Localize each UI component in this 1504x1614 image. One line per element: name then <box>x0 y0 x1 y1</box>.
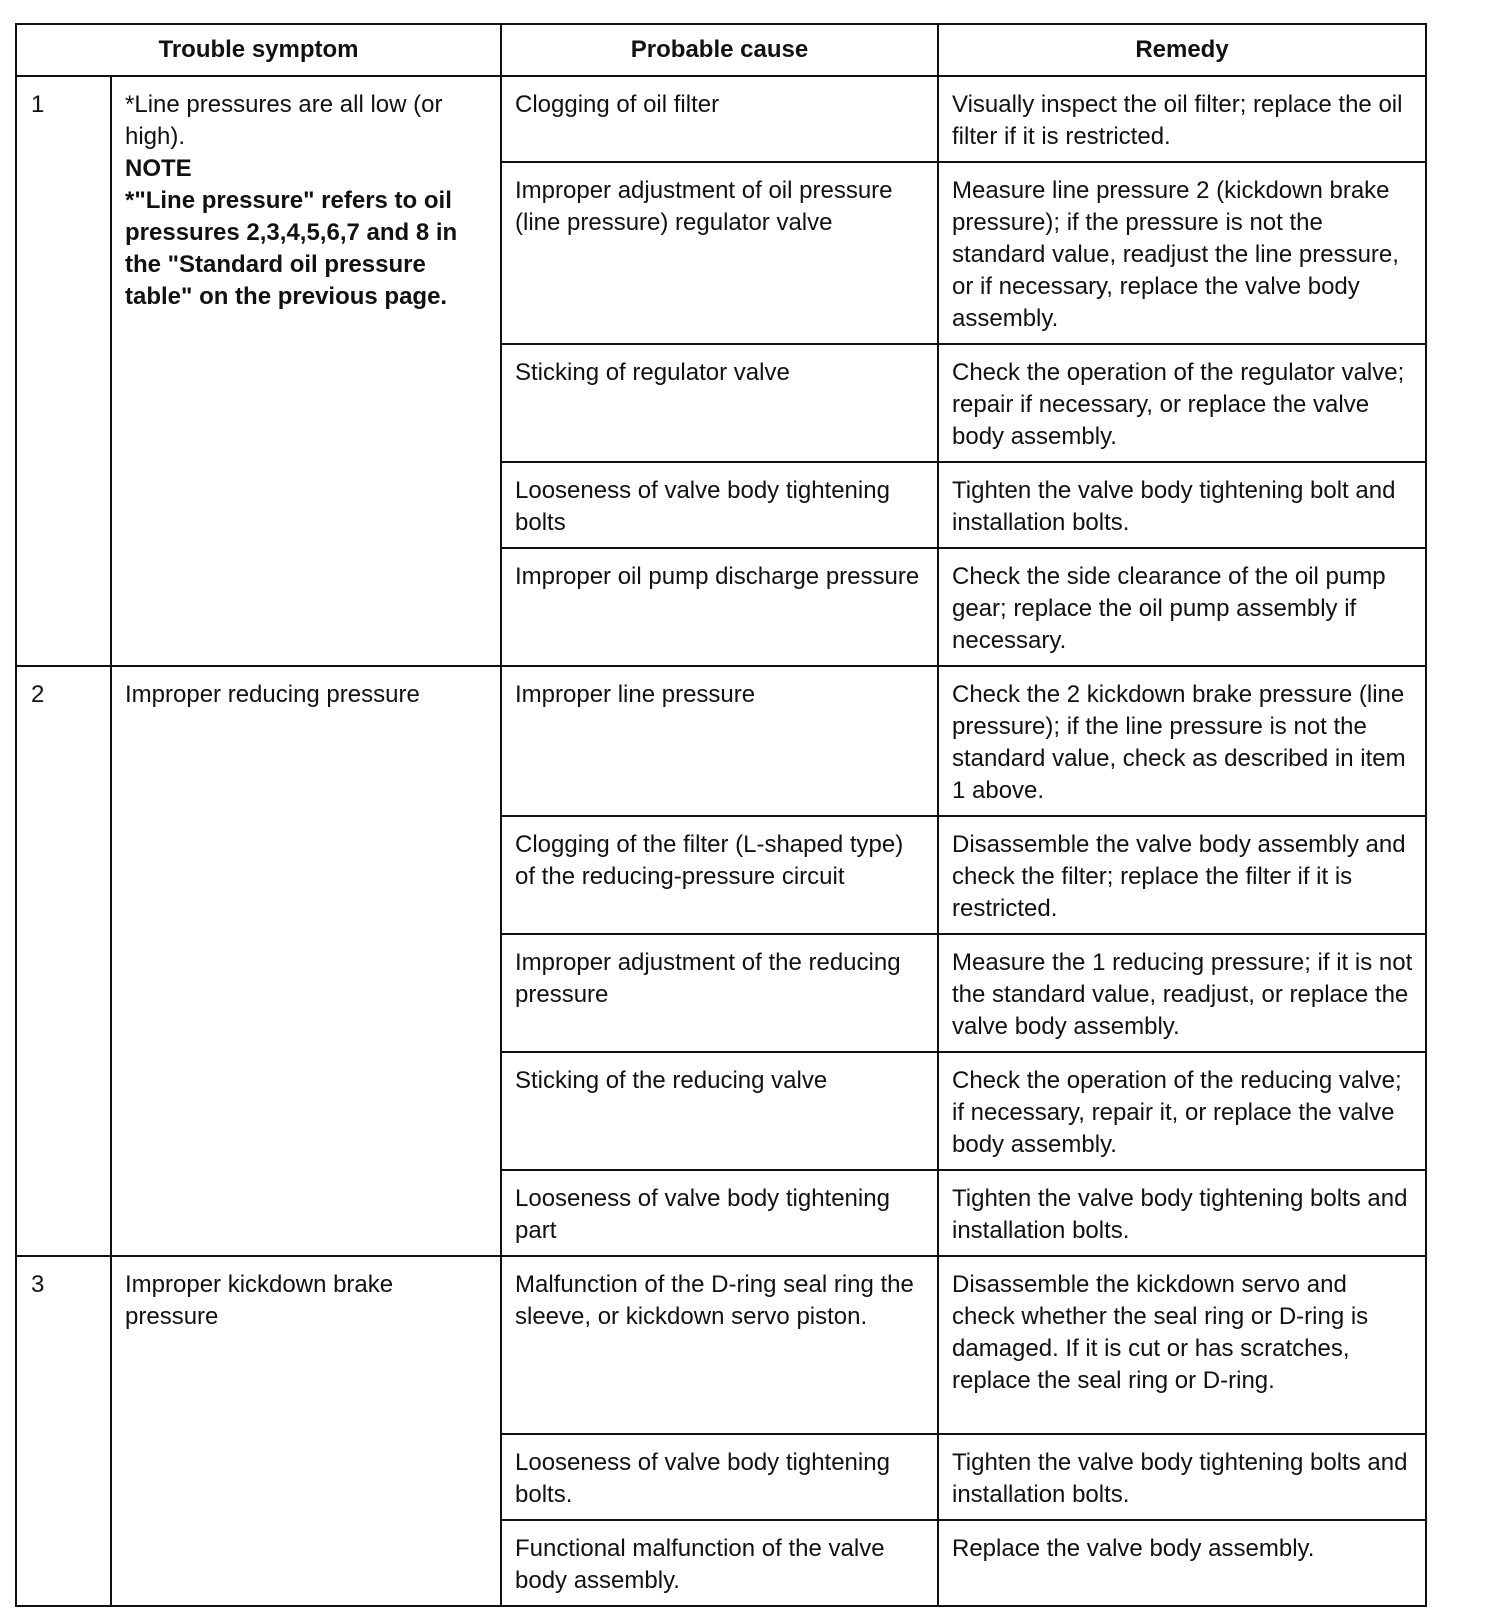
remedy: Measure the 1 reducing pressure; if it is not the standard value, readjust, or replace the valve body assembly. <box>938 934 1426 1052</box>
probable-cause: Functional malfunction of the valve body assembly. <box>501 1520 938 1606</box>
probable-cause: Improper line pressure <box>501 666 938 816</box>
table-row <box>16 76 1426 162</box>
remedy: Visually inspect the oil filter; replace the oil filter if it is restricted. <box>938 76 1426 162</box>
header-trouble-symptom: Trouble symptom <box>16 24 501 76</box>
note-text: *"Line pressure" refers to oil pressures 2,3,4,5,6,7 and 8 in the "Standard oil pressure table" on the previous page. <box>125 187 458 310</box>
remedy: Check the side clearance of the oil pump gear; replace the oil pump assembly if necessary. <box>938 548 1426 666</box>
remedy: Disassemble the kickdown servo and check whether the seal ring or D-ring is damaged. If it is cut or has scratches, replace the seal ring or D-ring. <box>938 1256 1426 1434</box>
header-probable-cause: Probable cause <box>501 24 938 76</box>
remedy: Tighten the valve body tightening bolts and installation bolts. <box>938 1170 1426 1256</box>
remedy: Replace the valve body assembly. <box>938 1520 1426 1606</box>
header-row <box>16 24 1426 76</box>
probable-cause: Sticking of regulator valve <box>501 344 938 462</box>
probable-cause: Sticking of the reducing valve <box>501 1052 938 1170</box>
probable-cause: Clogging of oil filter <box>501 76 938 162</box>
probable-cause: Looseness of valve body tightening bolts <box>501 462 938 548</box>
trouble-table <box>15 23 1427 1607</box>
note-label: NOTE <box>125 155 192 182</box>
probable-cause: Malfunction of the D-ring seal ring the sleeve, or kickdown servo piston. <box>501 1256 938 1434</box>
trouble-symptom: Improper kickdown brake pressure <box>111 1256 501 1606</box>
probable-cause: Improper adjustment of the reducing pressure <box>501 934 938 1052</box>
probable-cause: Clogging of the filter (L-shaped type) of the reducing-pressure circuit <box>501 816 938 934</box>
item-number: 2 <box>16 666 111 1256</box>
remedy: Disassemble the valve body assembly and check the filter; replace the filter if it is restricted. <box>938 816 1426 934</box>
remedy: Check the operation of the reducing valve; if necessary, repair it, or replace the valve body assembly. <box>938 1052 1426 1170</box>
probable-cause: Looseness of valve body tightening part <box>501 1170 938 1256</box>
remedy: Check the 2 kickdown brake pressure (line pressure); if the line pressure is not the standard value, check as described in item 1 above. <box>938 666 1426 816</box>
table-row <box>16 1256 1426 1434</box>
item-number: 3 <box>16 1256 111 1606</box>
item-number: 1 <box>16 76 111 666</box>
symptom-text: *Line pressures are all low (or high). <box>125 91 443 150</box>
probable-cause: Improper oil pump discharge pressure <box>501 548 938 666</box>
header-remedy: Remedy <box>938 24 1426 76</box>
remedy: Tighten the valve body tightening bolts and installation bolts. <box>938 1434 1426 1520</box>
probable-cause: Looseness of valve body tightening bolts. <box>501 1434 938 1520</box>
probable-cause: Improper adjustment of oil pressure (line pressure) regulator valve <box>501 162 938 344</box>
remedy: Check the operation of the regulator valve; repair if necessary, or replace the valve body assembly. <box>938 344 1426 462</box>
table-row <box>16 666 1426 816</box>
remedy: Tighten the valve body tightening bolt and installation bolts. <box>938 462 1426 548</box>
trouble-symptom: Improper reducing pressure <box>111 666 501 1256</box>
trouble-symptom <box>111 76 501 666</box>
remedy: Measure line pressure 2 (kickdown brake pressure); if the pressure is not the standard value, readjust the line pressure, or if necessary, replace the valve body assembly. <box>938 162 1426 344</box>
